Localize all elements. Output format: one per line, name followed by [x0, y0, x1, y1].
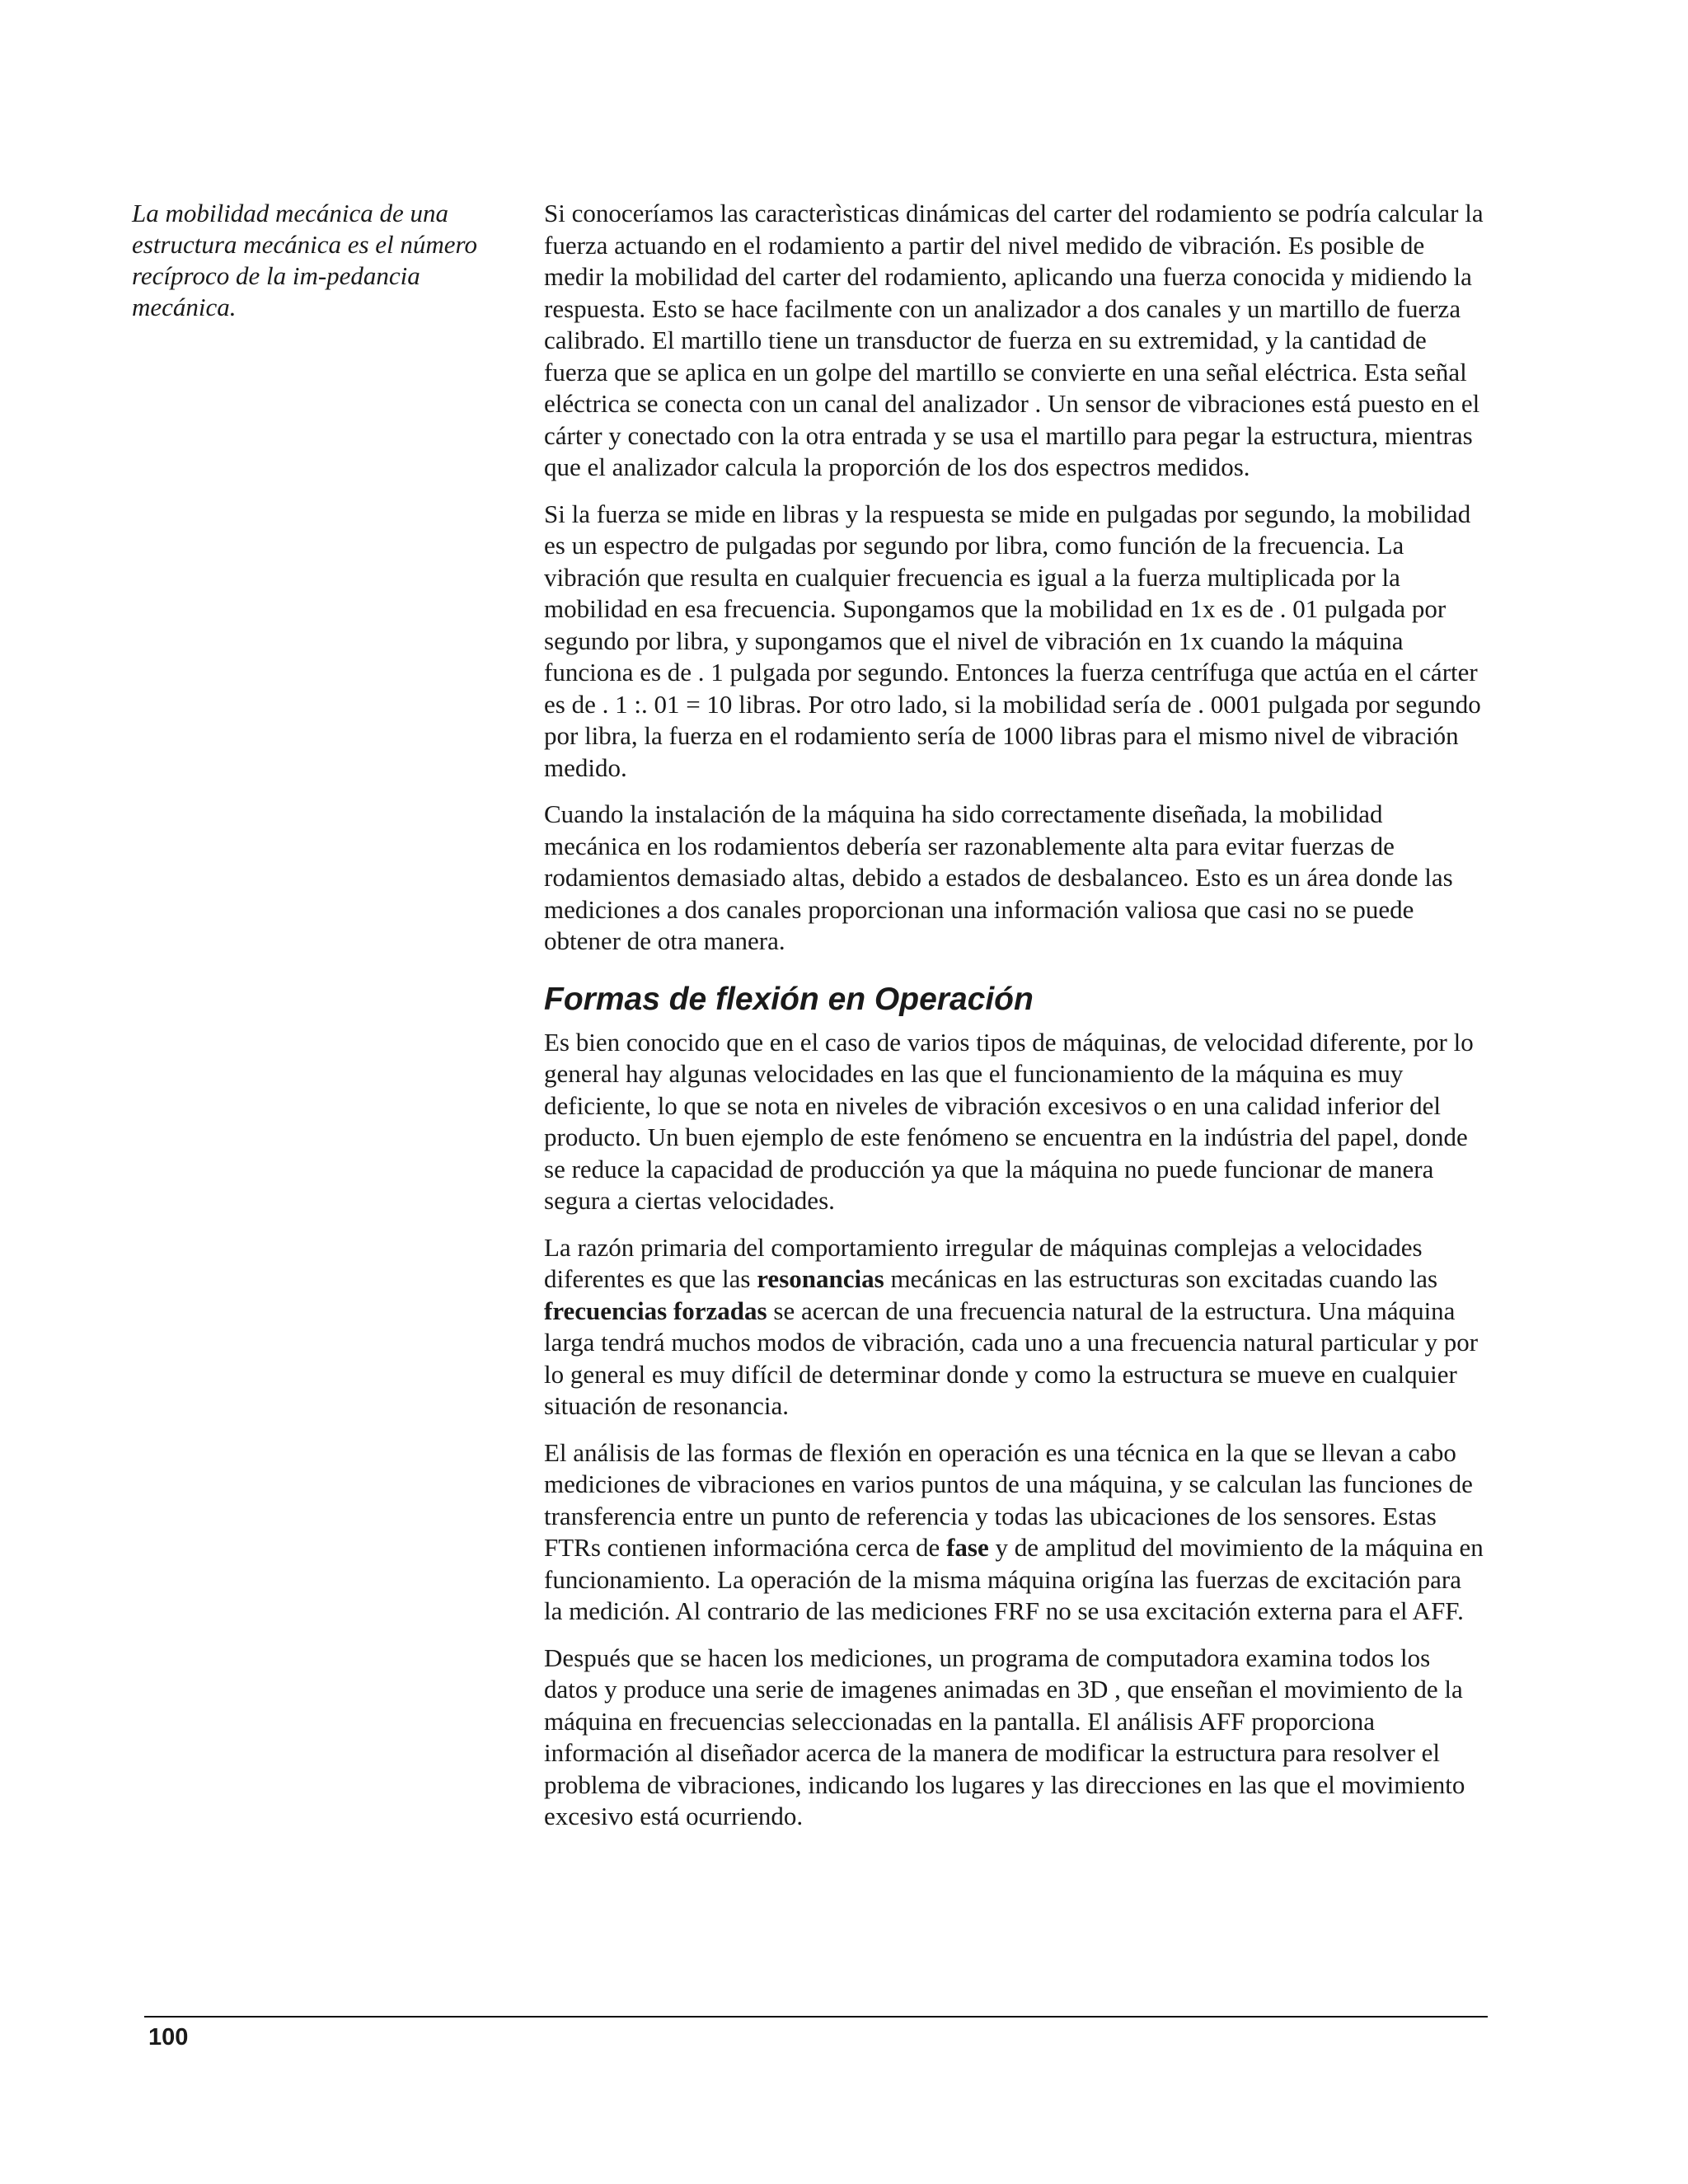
- margin-note: La mobilidad mecánica de una estructura mecánica es el número recíproco de la im-pedancia mecánica.: [132, 199, 477, 321]
- paragraph-machine-speeds: Es bien conocido que en el caso de varios tipos de máquinas, de velocidad diferente, por lo general hay algunas velocidades en las que el funcionamiento de la máquina es muy deficiente, lo que se nota en niveles de vibración excesivos o en una calidad inferior del producto. Un buen ejemplo de este fenómeno se encuentra en la indústria del papel, donde se reduce la capacidad de producción ya que la máquina no puede funcionar de manera segura a ciertas velocidades.: [544, 1027, 1474, 1215]
- bold-term-resonancias: resonancias: [757, 1264, 884, 1293]
- text-run: La razón primaria del comportamiento irregular de máquinas complejas a velocidades diferentes es que las: [544, 1232, 1423, 1293]
- main-text-column: [544, 198, 1484, 1848]
- paragraph-design-mobility: Cuando la instalación de la máquina ha sido correctamente diseñada, la mobilidad mecánica en los rodamientos debería ser razonablemente alta para evitar fuerzas de rodamientos demasiado altas, debido a estados de desbalanceo. Esto es un área donde las mediciones a dos canales proporcionan una información valiosa que casi no se puede obtener de otra manera.: [544, 799, 1453, 955]
- text-run: mecánicas en las estructuras son excitadas cuando las: [884, 1264, 1438, 1293]
- paragraph-mobility-measurement: Si conoceríamos las caracterìsticas dinámicas del carter del rodamiento se podría calcular la fuerza actuando en el rodamiento a partir del nivel medido de vibración. Es posible de medir la mobilidad del carter del rodamiento, aplicando una fuerza conocida y midiendo la respuesta. Esto se hace facilmente con un analizador a dos canales y un martillo de fuerza calibrado. El martillo tiene un transductor de fuerza en su extremidad, y la cantidad de fuerza que se aplica en un golpe del martillo se convierte en una señal eléctrica. Esta señal eléctrica se conecta con un canal del analizador . Un sensor de vibraciones está puesto en el cárter y conectado con la otra entrada y se usa el martillo para pegar la estructura, mientras que el analizador calcula la proporción de los dos espectros medidos.: [544, 199, 1484, 481]
- text-run: se acercan de una frecuencia natural de la estructura. Una máquina larga tendrá muchos modos de vibración, cada uno a una frecuencia natural particular y por lo general es muy difícil de determinar donde y como la estructura se mueve en cualquier situación de resonancia.: [544, 1296, 1479, 1420]
- bold-term-frecuencias-forzadas: frecuencias forzadas: [544, 1296, 767, 1325]
- paragraph-animation-results: Después que se hacen los mediciones, un programa de computadora examina todos los datos y produce una serie de imagenes animadas en 3D , que enseñan el movimiento de la máquina en frecuencias seleccionadas en la pantalla. El análisis AFF proporciona información al diseñador acerca de la manera de modificar la estructura para resolver el problema de vibraciones, indicando los lugares y las direcciones en las que el movimiento excesivo está ocurriendo.: [544, 1643, 1465, 1830]
- paragraph-resonance: [544, 1232, 1484, 1422]
- section-heading: Formas de flexión en Operación: [544, 981, 1034, 1017]
- footer-divider: [144, 2016, 1488, 2018]
- paragraph-force-calculation: Si la fuerza se mide en libras y la respuesta se mide en pulgadas por segundo, la mobilidad es un espectro de pulgadas por segundo por libra, como función de la frecuencia. La vibración que resulta en cualquier frecuencia es igual a la fuerza multiplicada por la mobilidad en esa frecuencia. Supongamos que la mobilidad en 1x es de . 01 pulgada por segundo por libra, y supongamos que el nivel de vibración en 1x cuando la máquina funciona es de . 1 pulgada por segundo. Entonces la fuerza centrífuga que actúa en el cárter es de . 1 :. 01 = 10 libras. Por otro lado, si la mobilidad sería de . 0001 pulgada por segundo por libra, la fuerza en el rodamiento sería de 1000 libras para el mismo nivel de vibración medido.: [544, 499, 1481, 782]
- bold-term-fase: fase: [946, 1533, 989, 1562]
- page-number: 100: [148, 2024, 189, 2050]
- paragraph-odsa-technique: [544, 1437, 1484, 1628]
- text-run: y de amplitud del movimiento de la máquina en funcionamiento. La operación de la misma máquina origína las fuerzas de excitación para la medición. Al contrario de las mediciones FRF no se usa excitación externa para el AFF.: [544, 1533, 1484, 1625]
- text-run: El análisis de las formas de flexión en operación es una técnica en la que se llevan a cabo mediciones de vibraciones en varios puntos de una máquina, y se calculan las funciones de transferencia entre un punto de referencia y todas las ubicaciones de los sensores. Estas FTRs contienen informacióna cerca de: [544, 1437, 1473, 1562]
